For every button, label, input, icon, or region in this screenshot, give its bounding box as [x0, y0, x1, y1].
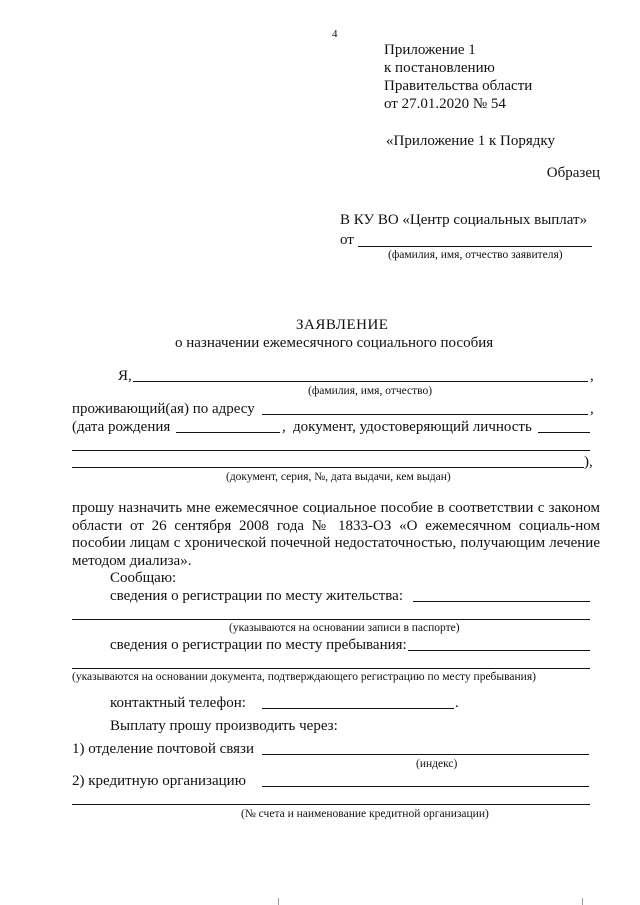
scan-mark	[582, 898, 583, 905]
post-office-line[interactable]	[262, 754, 589, 755]
stay-caption: (указываются на основании документа, подтверждающего регистрацию по месту пребывания)	[72, 671, 536, 683]
birth-date-label: (дата рождения	[72, 419, 171, 435]
appendix-line-4: от 27.01.2020 № 54	[384, 96, 506, 112]
addressee-to: В КУ ВО «Центр социальных выплат»	[340, 212, 588, 228]
fio-line[interactable]	[133, 381, 588, 382]
id-document-line-3[interactable]	[72, 467, 584, 468]
scan-mark	[278, 898, 279, 905]
stay-line-2[interactable]	[72, 668, 590, 669]
appendix-line-3: Правительства области	[384, 78, 533, 94]
phone-line[interactable]	[262, 708, 454, 709]
stay-label: сведения о регистрации по месту пребывания:	[110, 637, 407, 653]
fio-comma: ,	[590, 368, 594, 384]
page-number: 4	[332, 28, 338, 40]
post-office-caption: (индекс)	[416, 758, 458, 770]
residence-label: сведения о регистрации по месту жительства:	[110, 588, 403, 604]
address-line[interactable]	[262, 414, 588, 415]
order-reference: «Приложение 1 к Порядку	[386, 133, 555, 149]
appendix-line-1: Приложение 1	[384, 42, 476, 58]
payment-option-post: 1) отделение почтовой связи	[72, 741, 254, 757]
document-subtitle: о назначении ежемесячного социального пособия	[175, 335, 494, 351]
residence-line-1[interactable]	[413, 601, 590, 602]
address-label: проживающий(ая) по адресу	[72, 401, 255, 417]
address-comma: ,	[590, 401, 594, 417]
birth-date-comma: ,	[282, 419, 286, 435]
sample-label: Образец	[546, 165, 600, 181]
document-title: ЗАЯВЛЕНИЕ	[296, 317, 389, 333]
payment-label: Выплату прошу производить через:	[110, 718, 338, 734]
id-document-line-1[interactable]	[538, 432, 590, 433]
from-prefix: от	[340, 232, 354, 248]
id-document-label: документ, удостоверяющий личность	[293, 419, 532, 435]
birth-date-line[interactable]	[176, 432, 280, 433]
id-document-caption: (документ, серия, №, дата выдачи, кем выдан)	[226, 471, 451, 483]
stay-line-1[interactable]	[408, 650, 590, 651]
bank-line-2[interactable]	[72, 804, 590, 805]
applicant-name-caption: (фамилия, имя, отчество заявителя)	[388, 249, 563, 261]
applicant-name-line[interactable]	[358, 246, 592, 247]
i-label: Я,	[118, 368, 132, 384]
payment-option-bank: 2) кредитную организацию	[72, 773, 246, 789]
residence-caption: (указываются на основании записи в паспорте)	[229, 622, 460, 634]
fio-caption: (фамилия, имя, отчество)	[308, 385, 433, 397]
bank-line-1[interactable]	[262, 786, 589, 787]
bank-caption: (№ счета и наименование кредитной организации)	[241, 808, 489, 820]
request-paragraph: прошу назначить мне ежемесячное социальное пособие в соответствии с законом области от 26 сентября 2008 года № 1833-ОЗ «О ежемесячном социаль-ном пособии лицам с хронической почечной недостаточностью, получающим лечение методом диализа».	[72, 500, 600, 569]
phone-label: контактный телефон:	[110, 695, 246, 711]
inform-label: Сообщаю:	[110, 570, 177, 586]
phone-period: .	[455, 695, 459, 711]
residence-line-2[interactable]	[72, 619, 590, 620]
id-document-end: ),	[584, 454, 593, 470]
id-document-line-2[interactable]	[72, 450, 590, 451]
appendix-line-2: к постановлению	[384, 60, 495, 76]
